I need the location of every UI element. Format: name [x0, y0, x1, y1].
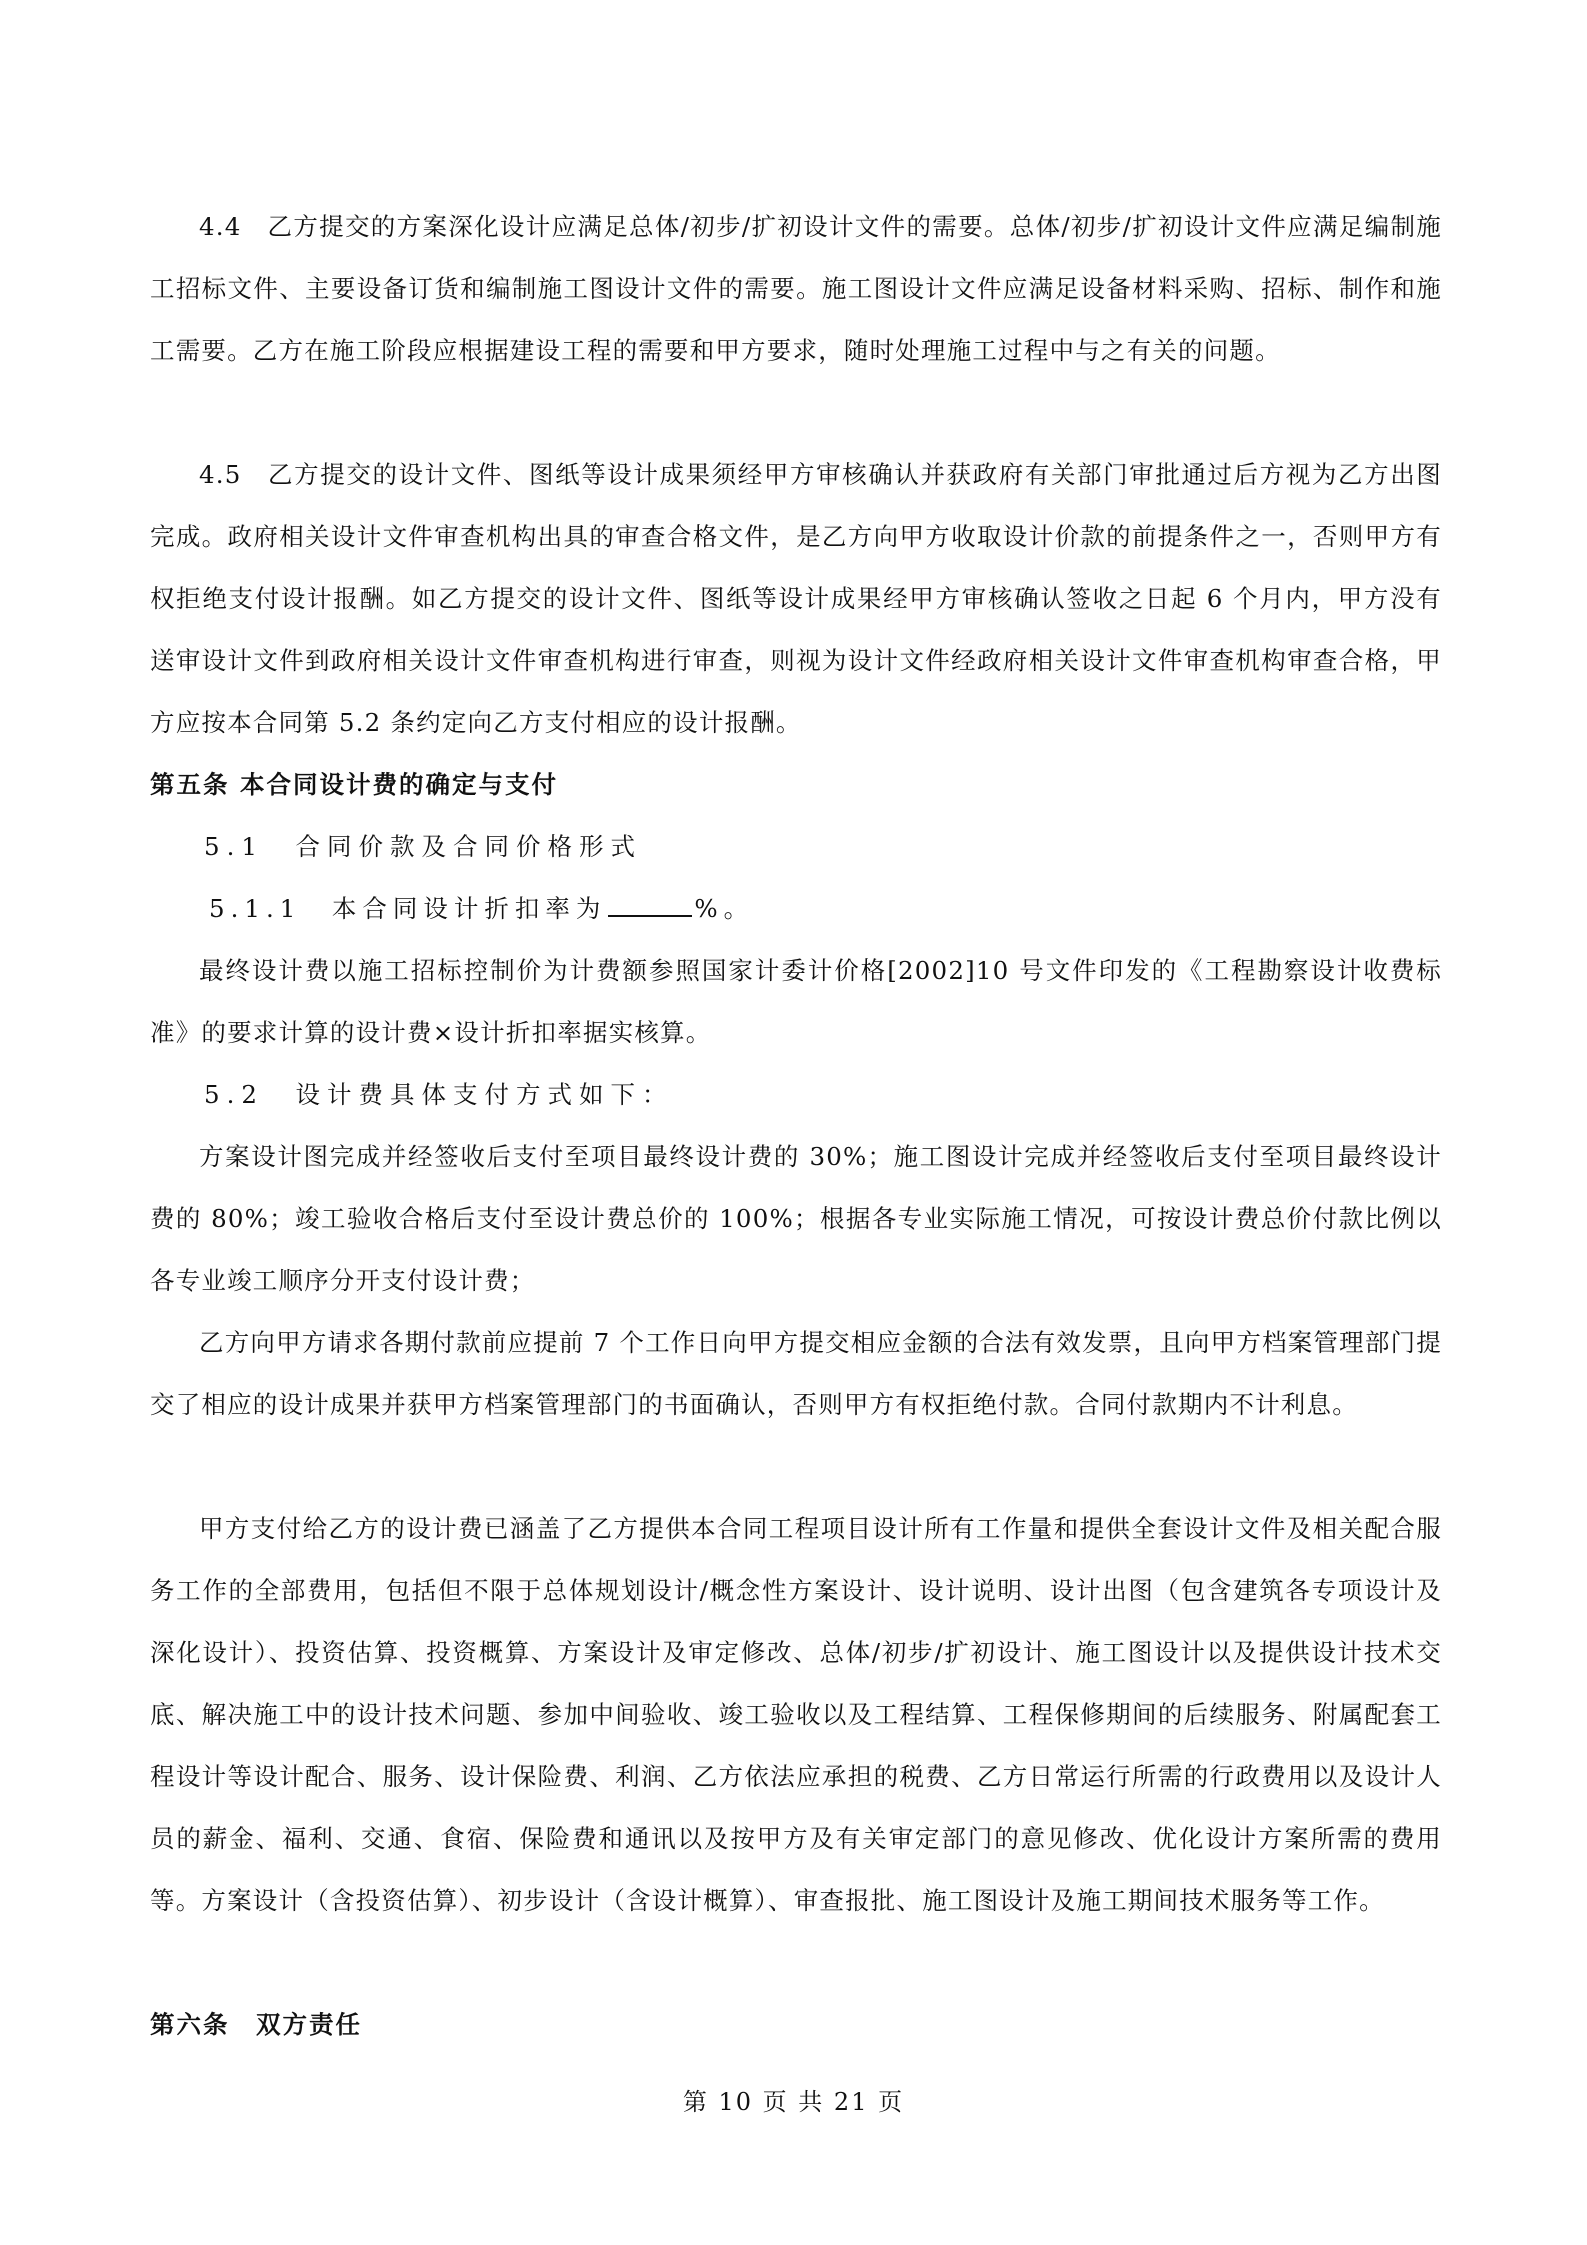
discount-rate-blank [608, 891, 692, 917]
paragraph-4-5: 4.5 乙方提交的设计文件、图纸等设计成果须经甲方审核确认并获政府有关部门审批通过后方视为乙方出图完成。政府相关设计文件审查机构出具的审查合格文件，是乙方向甲方收取设计价款的前提条件之一，否则甲方有权拒绝支付设计报酬。如乙方提交的设计文件、图纸等设计成果经甲方审核确认签收之日起 6 个月内，甲方没有送审设计文件到政府相关设计文件审查机构进行审查，则视为设计文件经政府相关设计文件审查机构审查合格，甲方应按本合同第 5.2 条约定向乙方支付相应的设计报酬。 [150, 460, 1442, 737]
paragraph-4-4: 4.4 乙方提交的方案深化设计应满足总体/初步/扩初设计文件的需要。总体/初步/扩初设计文件应满足编制施工招标文件、主要设备订货和编制施工图设计文件的需要。施工图设计文件应满足设备材料采购、招标、制作和施工需要。乙方在施工阶段应根据建设工程的需要和甲方要求，随时处理施工过程中与之有关的问题。 [150, 212, 1442, 365]
paragraph-5-1: 5.1 合同价款及合同价格形式 [204, 832, 642, 861]
paragraph-5-2: 5.2 设计费具体支付方式如下： [204, 1080, 674, 1109]
paragraph-final-fee: 最终设计费以施工招标控制价为计费额参照国家计委计价格[2002]10 号文件印发的《工程勘察设计收费标准》的要求计算的设计费×设计折扣率据实核算。 [150, 956, 1442, 1047]
section-heading-6: 第六条 双方责任 [150, 2010, 362, 2039]
paragraph-5-1-1 [150, 878, 1442, 940]
page-number-footer: 第 10 页 共 21 页 [682, 2088, 905, 2116]
paragraph-invoice-requirement: 乙方向甲方请求各期付款前应提前 7 个工作日向甲方提交相应金额的合法有效发票，且向甲方档案管理部门提交了相应的设计成果并获甲方档案管理部门的书面确认，否则甲方有权拒绝付款。合同付款期内不计利息。 [150, 1328, 1442, 1419]
discount-rate-suffix: %。 [694, 894, 755, 923]
paragraph-payment-schedule: 方案设计图完成并经签收后支付至项目最终设计费的 30%；施工图设计完成并经签收后支付至项目最终设计费的 80%；竣工验收合格后支付至设计费总价的 100%；根据各专业实际施工情况，可按设计费总价付款比例以各专业竣工顺序分开支付设计费； [150, 1142, 1442, 1295]
paragraph-fee-coverage: 甲方支付给乙方的设计费已涵盖了乙方提供本合同工程项目设计所有工作量和提供全套设计文件及相关配合服务工作的全部费用，包括但不限于总体规划设计/概念性方案设计、设计说明、设计出图（包含建筑各专项设计及深化设计）、投资估算、投资概算、方案设计及审定修改、总体/初步/扩初设计、施工图设计以及提供设计技术交底、解决施工中的设计技术问题、参加中间验收、竣工验收以及工程结算、工程保修期间的后续服务、附属配套工程设计等设计配合、服务、设计保险费、利润、乙方依法应承担的税费、乙方日常运行所需的行政费用以及设计人员的薪金、福利、交通、食宿、保险费和通讯以及按甲方及有关审定部门的意见修改、优化设计方案所需的费用等。方案设计（含投资估算）、初步设计（含设计概算）、审查报批、施工图设计及施工期间技术服务等工作。 [150, 1514, 1442, 1915]
discount-rate-label: 5.1.1 本合同设计折扣率为 [209, 894, 607, 923]
section-heading-5: 第五条 本合同设计费的确定与支付 [150, 770, 559, 799]
